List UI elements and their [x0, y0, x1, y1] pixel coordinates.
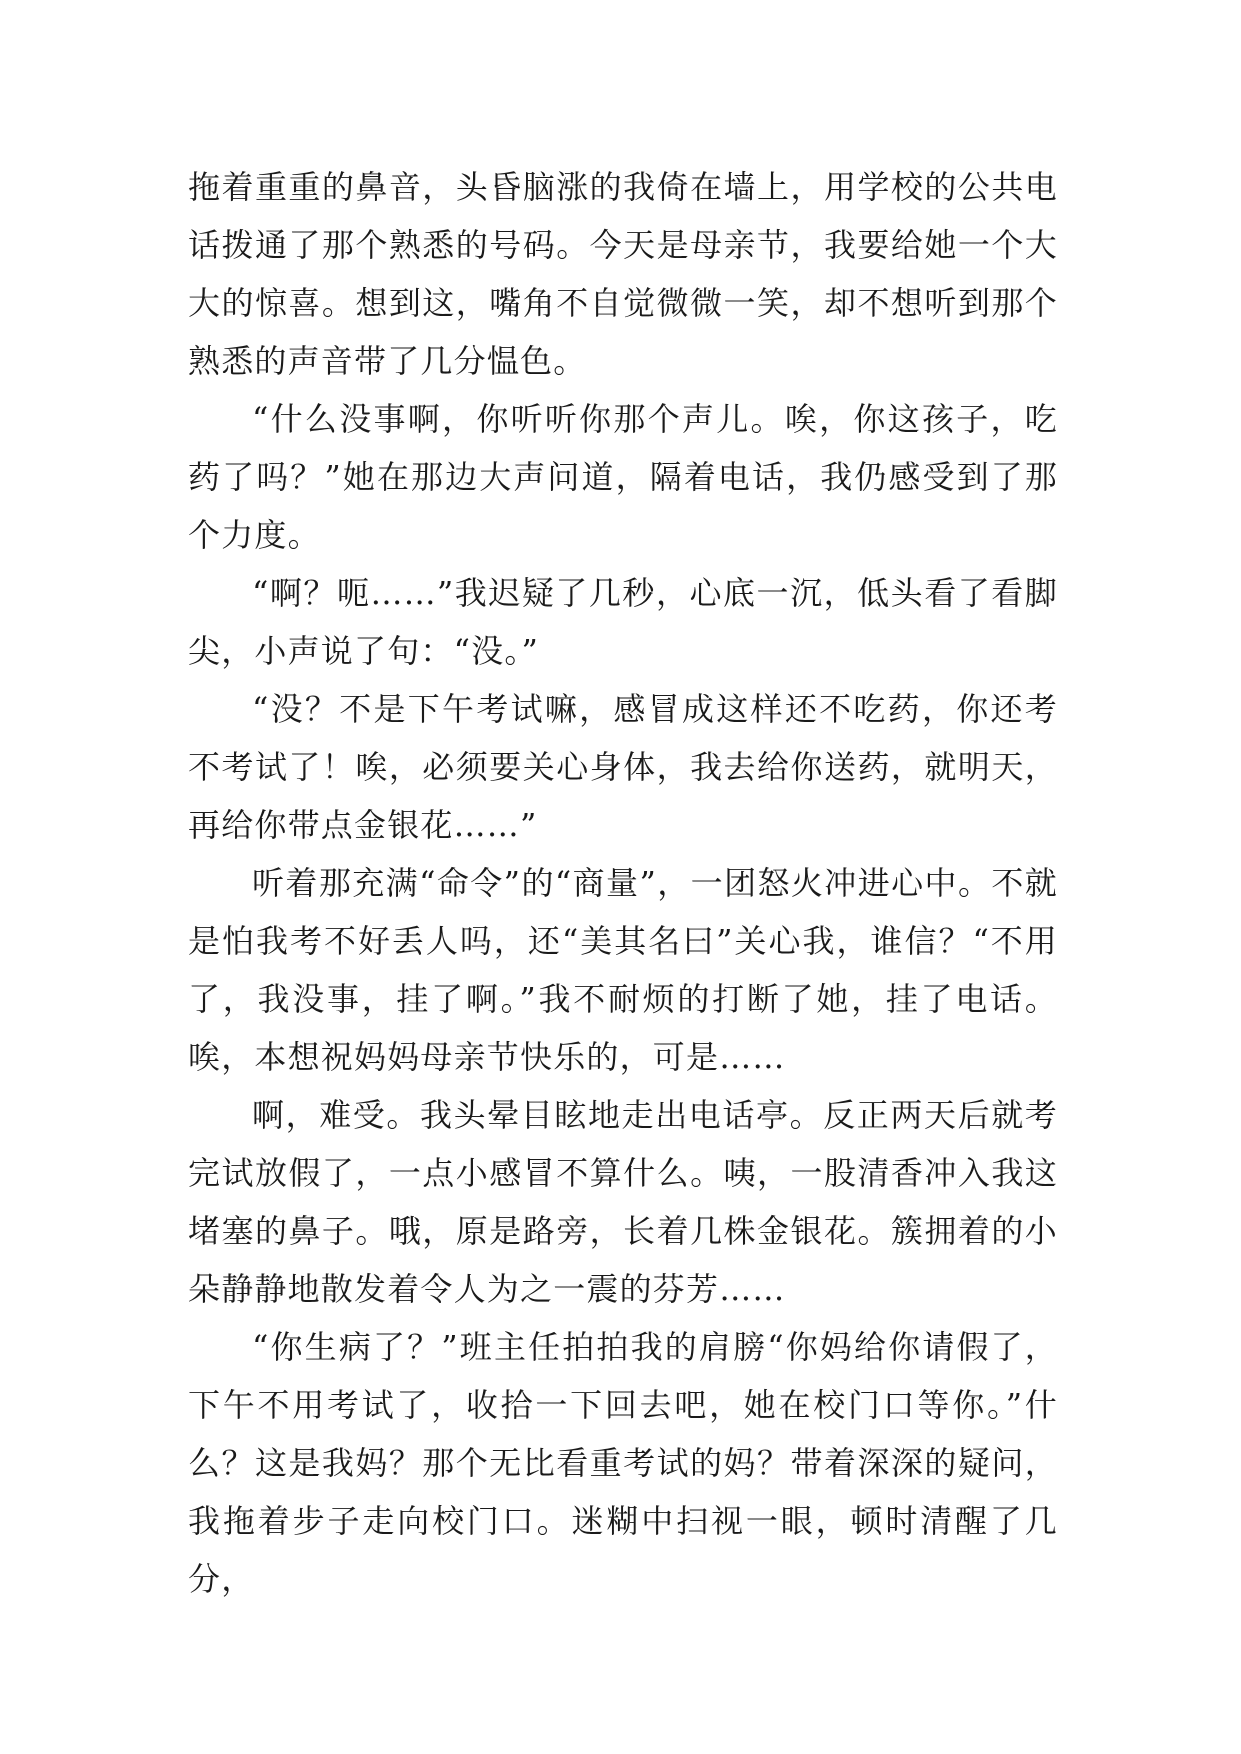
paragraph-5: 听着那充满“命令”的“商量”，一团怒火冲进心中。不就是怕我考不好丢人吗，还“美其名曰”关心我，谁信？“不用了，我没事，挂了啊。”我不耐烦的打断了她，挂了电话。唉，本想祝妈妈母亲节快乐的，可是…… — [188, 864, 1058, 1076]
paragraph-2: “什么没事啊，你听听你那个声儿。唉，你这孩子，吃药了吗？”她在那边大声问道，隔着电话，我仍感受到了那个力度。 — [188, 400, 1058, 554]
paragraph-3: “啊？呃……”我迟疑了几秒，心底一沉，低头看了看脚尖，小声说了句：“没。” — [188, 574, 1058, 670]
article-body — [188, 158, 1058, 1608]
paragraph-7: “你生病了？”班主任拍拍我的肩膀“你妈给你请假了，下午不用考试了，收拾一下回去吧，她在校门口等你。”什么？这是我妈？那个无比看重考试的妈？带着深深的疑问，我拖着步子走向校门口。迷糊中扫视一眼，顿时清醒了几分， — [188, 1328, 1058, 1598]
paragraph-6: 啊，难受。我头晕目眩地走出电话亭。反正两天后就考完试放假了，一点小感冒不算什么。咦，一股清香冲入我这堵塞的鼻子。哦，原是路旁，长着几株金银花。簇拥着的小朵静静地散发着令人为之一震的芬芳…… — [188, 1096, 1058, 1308]
paragraph-1: 拖着重重的鼻音，头昏脑涨的我倚在墙上，用学校的公共电话拨通了那个熟悉的号码。今天是母亲节，我要给她一个大大的惊喜。想到这，嘴角不自觉微微一笑，却不想听到那个熟悉的声音带了几分愠色。 — [188, 168, 1058, 380]
paragraph-4: “没？不是下午考试嘛，感冒成这样还不吃药，你还考不考试了！唉，必须要关心身体，我去给你送药，就明天，再给你带点金银花……” — [188, 690, 1058, 844]
